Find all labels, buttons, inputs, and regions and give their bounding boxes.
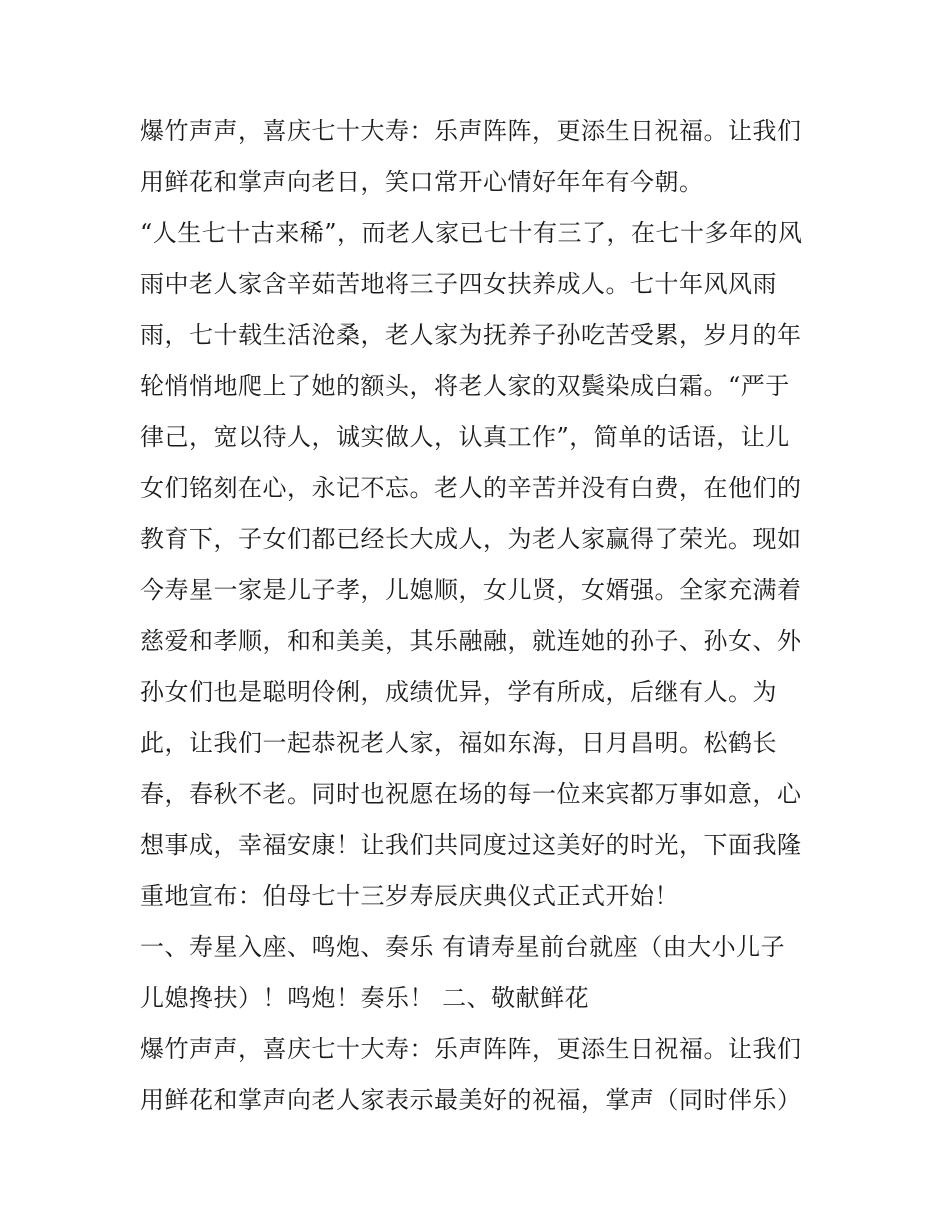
text-line: 教育下，子女们都已经长大成人，为老人家赢得了荣光。现如: [140, 525, 802, 553]
text-line: 孙女们也是聪明伶俐，成绩优异，学有所成，后继有人。为: [140, 678, 777, 706]
text-line: 爆竹声声，喜庆七十大寿：乐声阵阵，更添生日祝福。让我们: [140, 1035, 802, 1063]
text-line: “人生七十古来稀”，而老人家已七十有三了，在七十多年的风: [140, 219, 803, 247]
text-line: 轮悄悄地爬上了她的额头，将老人家的双鬓染成白霜。“严于: [140, 372, 790, 400]
text-line: 用鲜花和掌声向老人家表示最美好的祝福，掌声（同时伴乐）: [140, 1086, 802, 1114]
text-line: 慈爱和孝顺，和和美美，其乐融融，就连她的孙子、孙女、外: [140, 627, 802, 655]
text-line: 重地宣布：伯母七十三岁寿辰庆典仪式正式开始！: [140, 882, 679, 910]
text-line: 想事成，幸福安康！让我们共同度过这美好的时光，下面我隆: [140, 831, 802, 859]
text-line: 律己，宽以待人，诚实做人，认真工作”，简单的话语，让儿: [140, 423, 790, 451]
text-line: 今寿星一家是儿子孝，儿媳顺，女儿贤，女婿强。全家充满着: [140, 576, 802, 604]
text-line: 用鲜花和掌声向老日，笑口常开心情好年年有今朝。: [140, 168, 704, 196]
text-line: 雨，七十载生活沧桑，老人家为抚养子孙吃苦受累，岁月的年: [140, 321, 802, 349]
text-line: 雨中老人家含辛茹苦地将三子四女扶养成人。七十年风风雨: [140, 270, 777, 298]
body-text: [140, 106, 830, 1126]
text-line: 春，春秋不老。同时也祝愿在场的每一位来宾都万事如意，心: [140, 780, 802, 808]
text-line: 一、寿星入座、鸣炮、奏乐 有请寿星前台就座（由大小儿子: [140, 933, 786, 961]
text-line: 爆竹声声，喜庆七十大寿：乐声阵阵，更添生日祝福。让我们: [140, 117, 802, 145]
text-line: 女们铭刻在心，永记不忘。老人的辛苦并没有白费，在他们的: [140, 474, 802, 502]
text-line: 此，让我们一起恭祝老人家，福如东海，日月昌明。松鹤长: [140, 729, 777, 757]
text-line: 儿媳搀扶）！鸣炮！奏乐！ 二、敬献鲜花: [140, 984, 590, 1012]
